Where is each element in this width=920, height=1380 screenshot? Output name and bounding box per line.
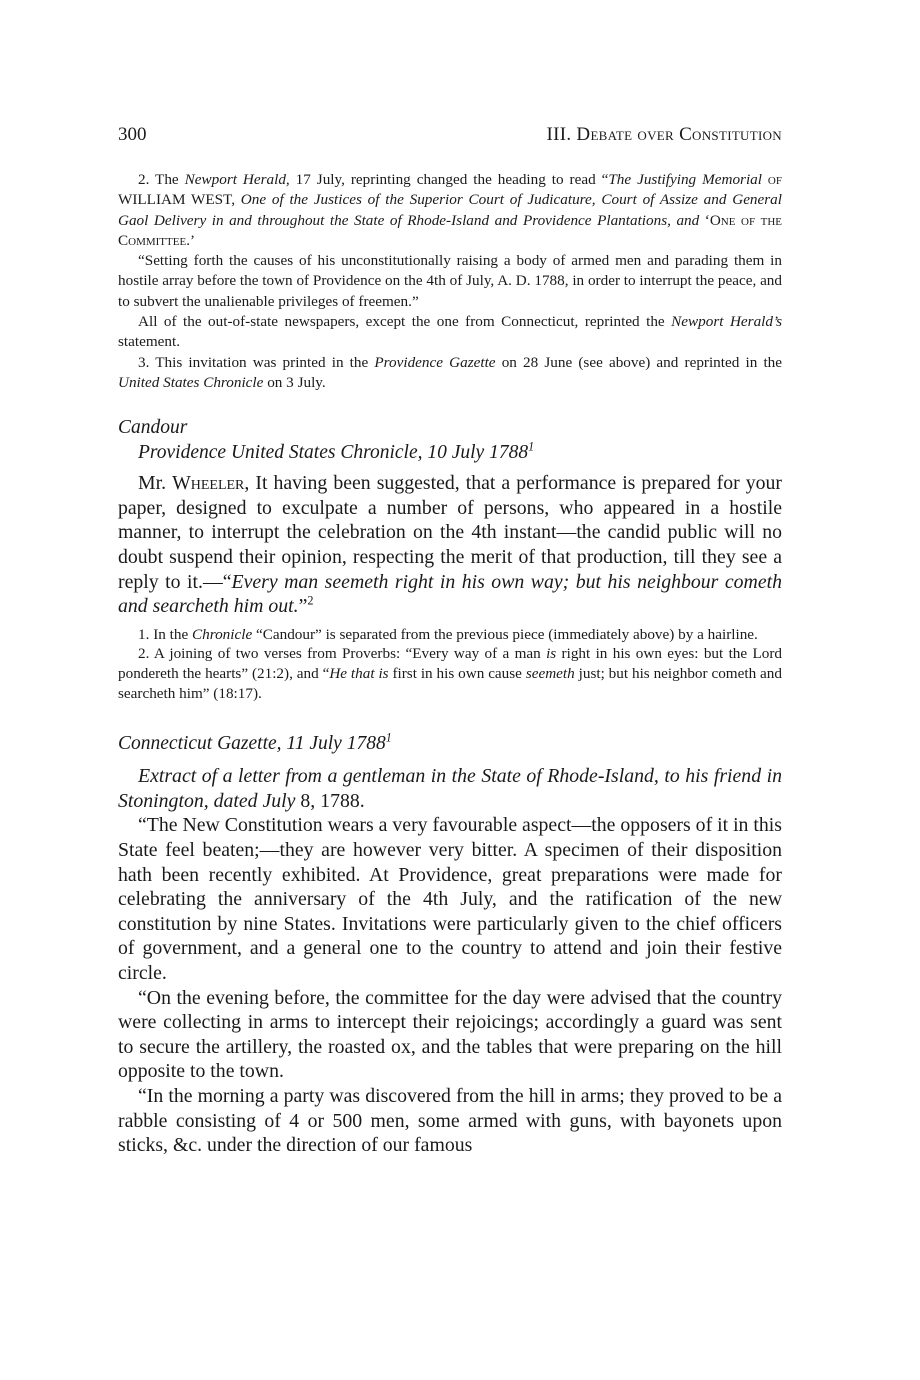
footnote-2-quote: “Setting forth the causes of his unconstitutionally raising a body of armed men and parading them in hostile array before the town of Providence on the 4th of July, A. D. 1788, in order to interrupt the peace, and to subvert the unalienable privileges of freemen.” <box>118 252 782 310</box>
document-page <box>118 118 782 1158</box>
footnote-2-remark: All of the out-of-state newspapers, except the one from Connecticut, reprinted the Newport Herald’s statement. <box>118 313 782 351</box>
candour-note-2: 2. A joining of two verses from Proverbs: “Every way of a man is right in his own eyes: but the Lord pondereth the hearts” (21:2), and “He that is first in his own cause seemeth just; but his neighbor cometh and searcheth him” (18:17). <box>118 645 782 702</box>
footnotes-previous <box>118 170 782 393</box>
candour-body <box>118 471 782 619</box>
section-source-candour: Providence United States Chronicle, 10 July 1788$^1$ <box>138 439 535 464</box>
candour-note-1: 1. In the Chronicle “Candour” is separated from the previous piece (immediately above) by a hairline. <box>138 625 758 643</box>
gazette-paragraph-2: “On the evening before, the committee for the day were advised that the country were collecting in arms to intercept their rejoicings; accordingly a guard was sent to secure the artillery, the roasted ox, and the tables that were preparing on the hill opposite to the town. <box>118 986 782 1083</box>
section-title-candour: Candour <box>118 417 188 439</box>
gazette-paragraph-3: “In the morning a party was discovered from the hill in arms; they proved to be a rabble consisting of 4 or 500 men, some armed with guns, with bayonets upon sticks, &c. under the direction of our famous <box>118 1084 782 1157</box>
letter-heading: Extract of a letter from a gentleman in the State of Rhode-Island, to his friend in Stonington, dated July 8, 1788. <box>118 765 782 812</box>
running-head: III. Debate over Constitution <box>546 124 782 145</box>
page-number: 300 <box>118 124 147 145</box>
page-header <box>118 118 782 148</box>
section-title-gazette: Connecticut Gazette, 11 July 1788$^1$ <box>118 730 392 755</box>
footnote-3: 3. This invitation was printed in the Providence Gazette on 28 June (see above) and reprinted in the United States Chronicle on 3 July. <box>118 353 783 391</box>
footnote-2: 2. The Newport Herald, 17 July, reprinting changed the heading to read “The Justifying Memorial of WILLIAM WEST, One of the Justices of the Superior Court of Judicature, Court of Assize and General Gaol Delivery in and throughout the State of Rhode-Island and Providence Plantations, and ‘One of the Committee.’ <box>118 171 782 249</box>
gazette-paragraph-1: “The New Constitution wears a very favourable aspect—the opposers of it in this State feel beaten;—they are however very bitter. A specimen of their disposition hath been recently exhibited. At Providence, great preparations were made for celebrating the anniversary of the 4th July, and the ratification of the new constitution by nine States. Invitations were particularly given to the chief officers of government, and a general one to the country to attend and join their festive circle. <box>118 814 782 984</box>
candour-paragraph: Mr. Wheeler, It having been suggested, that a performance is prepared for your paper, designed to exculpate a number of persons, who appeared in a hostile manner, to interrupt the celebration on the 4th instant—the candid public will no doubt suspend their opinion, respecting the merit of that production, till they see a reply to it.—“Every man seemeth right in his own way; but his neighbour cometh and searcheth him out.”$^2$ <box>118 472 782 618</box>
gazette-body <box>118 813 782 1157</box>
candour-footnotes <box>118 625 782 703</box>
